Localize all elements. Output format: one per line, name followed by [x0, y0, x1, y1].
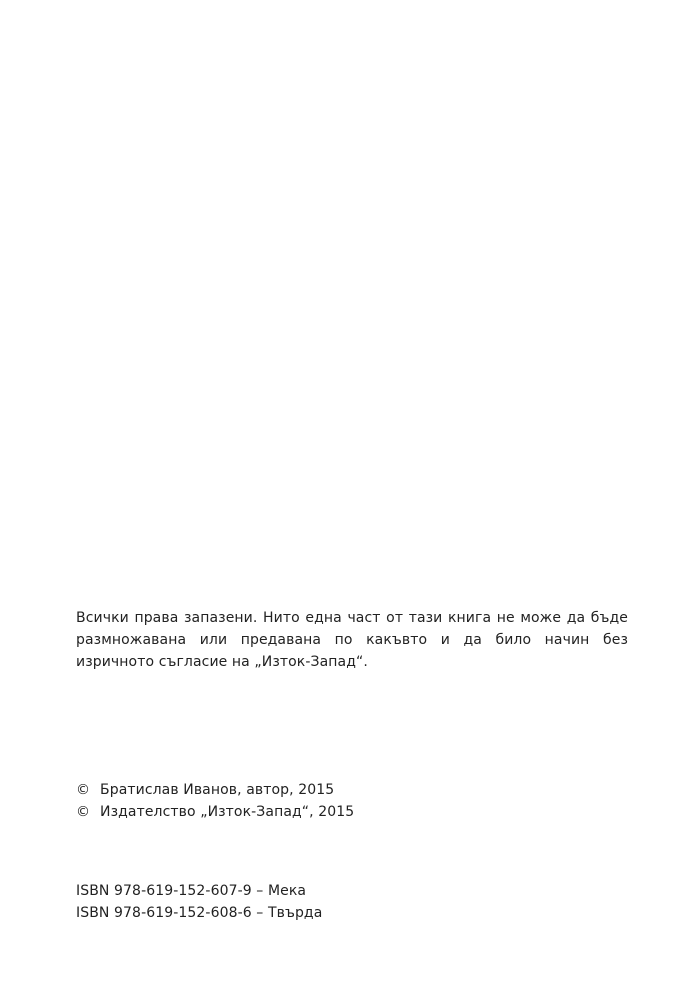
rights-notice	[76, 607, 628, 673]
copyright-symbol: ©	[76, 782, 91, 798]
isbn-hardcover: ISBN 978-619-152-608-6 – Твърда	[76, 905, 323, 921]
copyright-text-author: Братислав Иванов, автор, 2015	[100, 782, 335, 798]
copyright-text-publisher: Издателство „Изток-Запад“, 2015	[100, 804, 355, 820]
isbn-paperback: ISBN 978-619-152-607-9 – Мека	[76, 883, 307, 899]
copyright-line-publisher	[76, 801, 354, 823]
copyright-block	[76, 779, 354, 823]
rights-notice-text: Всички права запазени. Нито една част от тази книга не може да бъде размножавана или предавана по какъвто и да било начин без изричното съгласие на „Изток-Запад“.	[76, 610, 628, 670]
isbn-block	[76, 880, 322, 924]
copyright-line-author	[76, 779, 354, 801]
copyright-symbol: ©	[76, 804, 91, 820]
